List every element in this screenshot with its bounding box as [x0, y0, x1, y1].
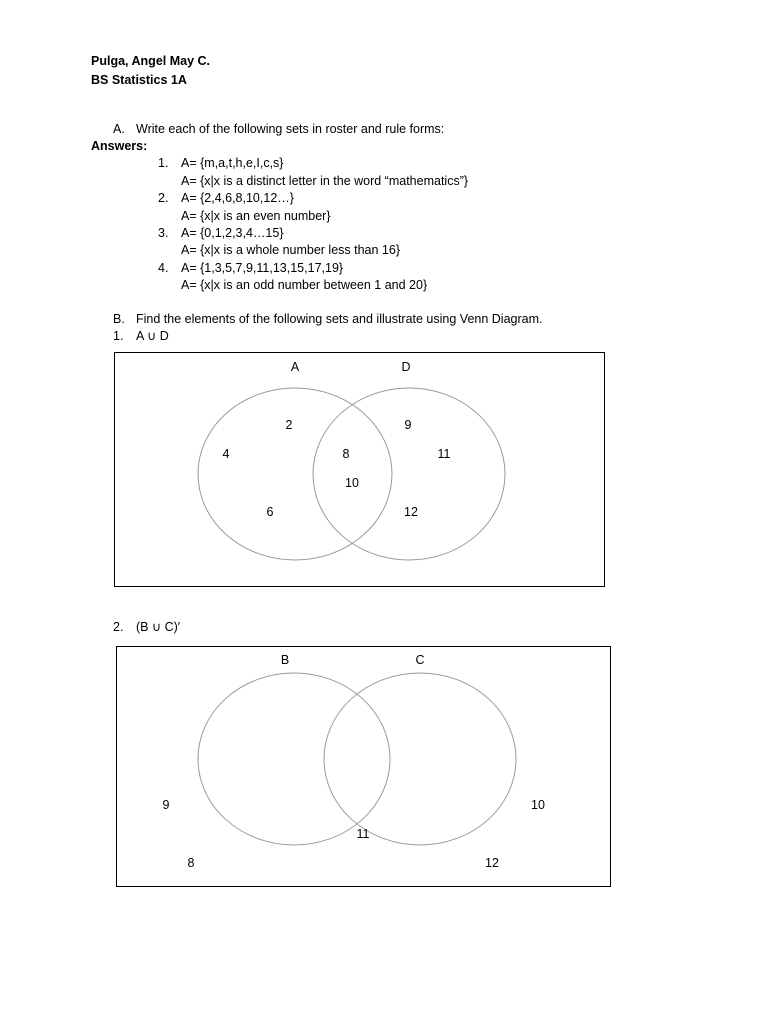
- venn-2-element: 11: [356, 827, 370, 841]
- venn-1-element: 6: [266, 505, 274, 519]
- venn-diagram-2-frame: [116, 646, 611, 887]
- part-b-instruction: Find the elements of the following sets and illustrate using Venn Diagram.: [136, 312, 543, 326]
- venn-2-element: 8: [187, 856, 195, 870]
- answer-3-number: 3.: [158, 226, 169, 240]
- venn-1-element: 8: [342, 447, 350, 461]
- venn-2-label-c: C: [415, 653, 425, 667]
- course-label: BS Statistics 1A: [91, 73, 187, 87]
- venn-1-circle-d: [313, 388, 505, 560]
- answer-3-roster: A= {0,1,2,3,4…15}: [181, 226, 284, 240]
- answer-4-rule: A= {x|x is an odd number between 1 and 20}: [181, 278, 428, 292]
- venn-1-circle-a: [198, 388, 392, 560]
- answer-2-number: 2.: [158, 191, 169, 205]
- question-1-expression: A ∪ D: [136, 329, 169, 343]
- venn-2-element: 12: [485, 856, 499, 870]
- answers-label: Answers:: [91, 139, 148, 153]
- answer-3-rule: A= {x|x is a whole number less than 16}: [181, 243, 401, 257]
- question-1-number: 1.: [113, 329, 124, 343]
- venn-1-element: 4: [222, 447, 230, 461]
- question-2-number: 2.: [113, 620, 124, 634]
- student-name: Pulga, Angel May C.: [91, 54, 211, 68]
- part-b-marker: B.: [113, 312, 125, 326]
- question-2-expression: (B ∪ C)′: [136, 620, 181, 634]
- venn-1-element: 9: [404, 418, 412, 432]
- venn-1-element: 10: [345, 476, 359, 490]
- answer-1-roster: A= {m,a,t,h,e,I,c,s}: [181, 156, 284, 170]
- venn-1-element: 11: [437, 447, 451, 461]
- venn-2-label-b: B: [280, 653, 290, 667]
- answer-4-number: 4.: [158, 261, 169, 275]
- part-a-marker: A.: [113, 122, 125, 136]
- answer-2-roster: A= {2,4,6,8,10,12…}: [181, 191, 294, 205]
- venn-1-label-a: A: [290, 360, 300, 374]
- venn-1-element: 2: [285, 418, 293, 432]
- answer-1-rule: A= {x|x is a distinct letter in the word “mathematics”}: [181, 174, 469, 188]
- answer-4-roster: A= {1,3,5,7,9,11,13,15,17,19}: [181, 261, 344, 275]
- answer-2-rule: A= {x|x is an even number}: [181, 209, 331, 223]
- answer-1-number: 1.: [158, 156, 169, 170]
- part-a-instruction: Write each of the following sets in roster and rule forms:: [136, 122, 445, 136]
- venn-2-element: 10: [531, 798, 545, 812]
- venn-1-label-d: D: [401, 360, 411, 374]
- venn-1-element: 12: [404, 505, 418, 519]
- venn-2-element: 9: [162, 798, 170, 812]
